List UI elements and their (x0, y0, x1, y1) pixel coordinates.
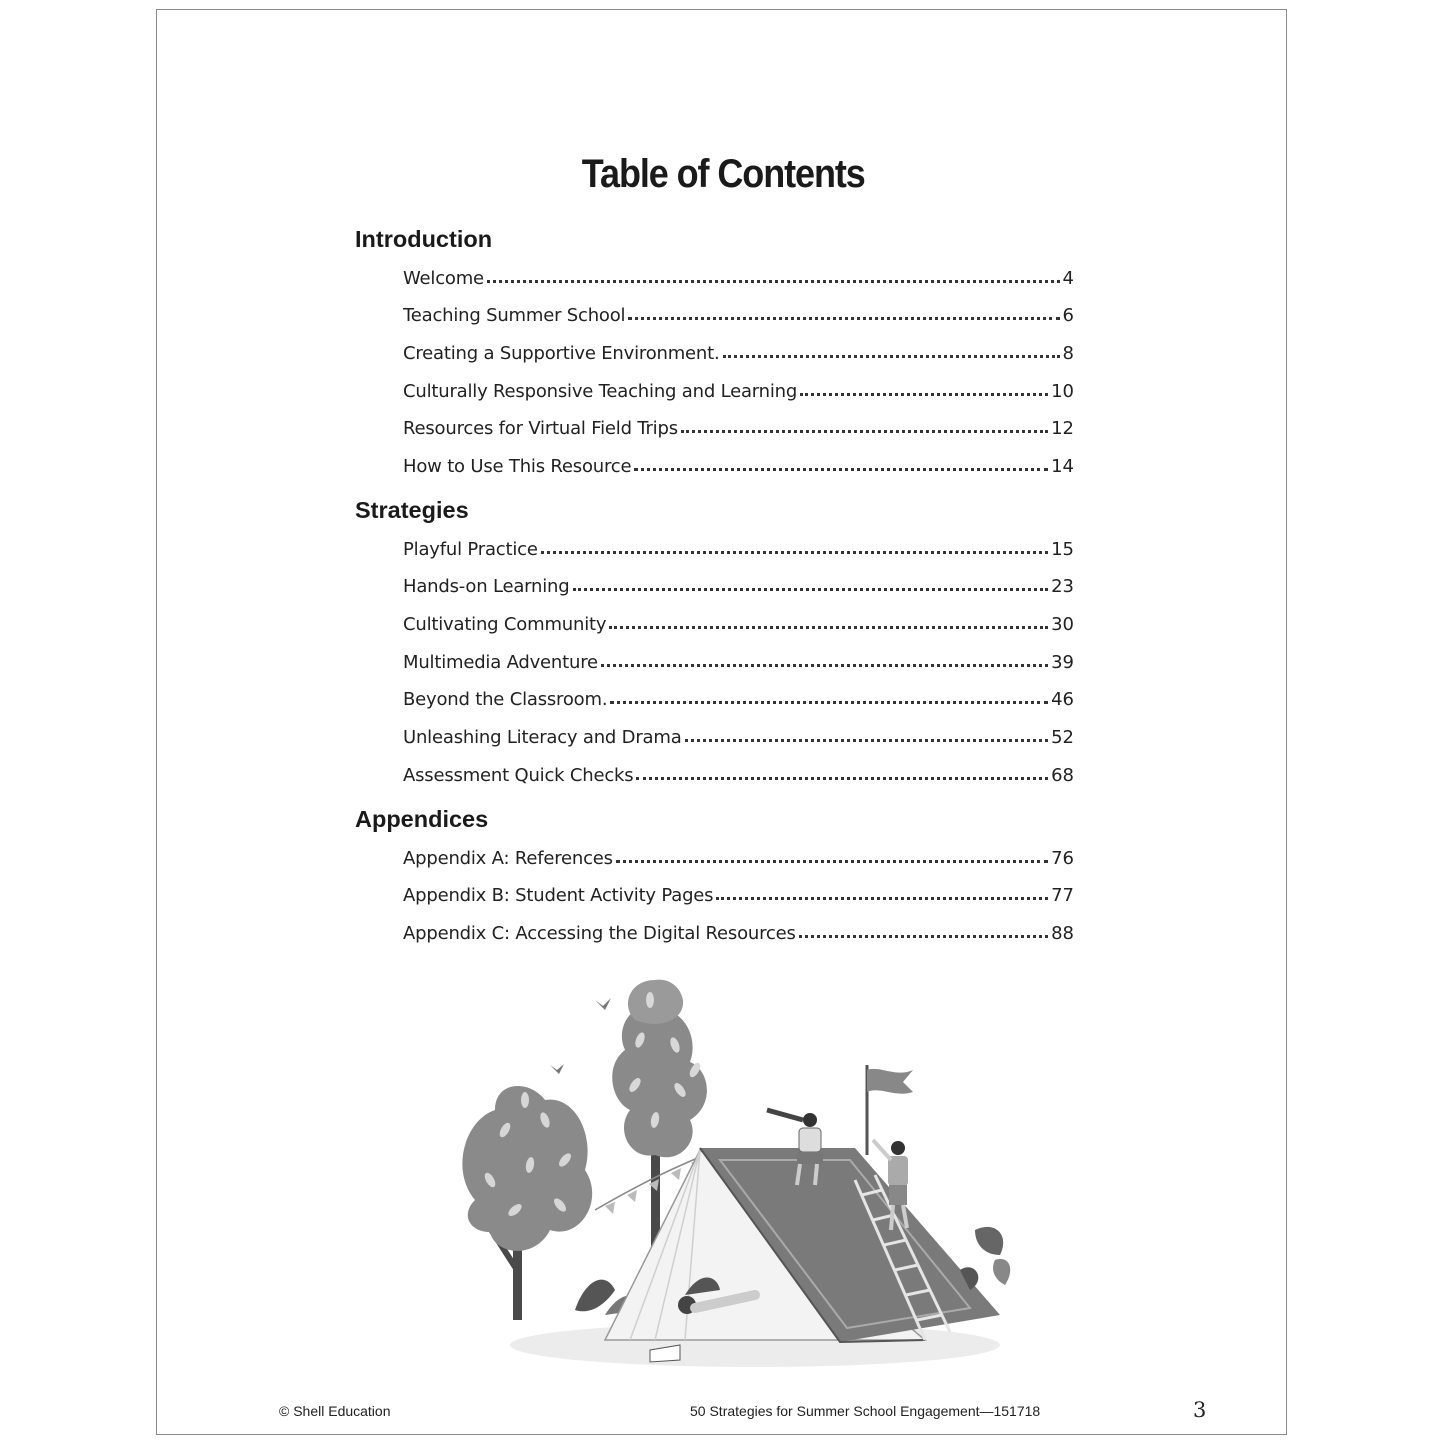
section-heading-appendices: Appendices (355, 806, 489, 832)
dot-leader (685, 725, 1049, 743)
footer-book-title: 50 Strategies for Summer School Engagement—151718 (690, 1403, 1041, 1419)
toc-entry-page: 14 (1051, 456, 1074, 477)
toc-entry[interactable] (403, 846, 1074, 874)
toc-entry-label: Hands-on Learning (403, 576, 570, 597)
toc-entry-page: 39 (1051, 652, 1074, 673)
toc-entry-label: Resources for Virtual Field Trips (403, 418, 678, 439)
dot-leader (636, 763, 1048, 781)
toc-entry-label: Appendix B: Student Activity Pages (403, 885, 714, 906)
dot-leader (610, 687, 1048, 705)
toc-entry[interactable] (403, 687, 1074, 715)
toc-entry-label: Appendix C: Accessing the Digital Resources (403, 923, 796, 944)
dot-leader (541, 537, 1048, 555)
dot-leader (628, 303, 1059, 321)
toc-entry-page: 30 (1051, 614, 1074, 635)
toc-entry[interactable] (403, 537, 1074, 565)
dot-leader (609, 612, 1048, 630)
toc-entry-page: 52 (1051, 727, 1074, 748)
toc-entry[interactable] (403, 725, 1074, 753)
toc-entry-page: 88 (1051, 923, 1074, 944)
toc-entry-page: 10 (1051, 381, 1074, 402)
toc-entry[interactable] (403, 454, 1074, 482)
toc-entry[interactable] (403, 574, 1074, 602)
toc-entry[interactable] (403, 303, 1074, 331)
dot-leader (573, 574, 1049, 592)
toc-entry-label: Playful Practice (403, 539, 538, 560)
toc-entry-page: 77 (1051, 885, 1074, 906)
page-number: 3 (1193, 1398, 1207, 1422)
toc-entry[interactable] (403, 650, 1074, 678)
toc-entry-page: 23 (1051, 576, 1074, 597)
camping-book-illustration (455, 970, 1025, 1380)
toc-entry[interactable] (403, 416, 1074, 444)
toc-entry-label: How to Use This Resource (403, 456, 632, 477)
toc-entry[interactable] (403, 341, 1074, 369)
toc-entry[interactable] (403, 883, 1074, 911)
dot-leader (800, 379, 1048, 397)
toc-entry[interactable] (403, 921, 1074, 949)
dot-leader (634, 454, 1048, 472)
dot-leader (799, 921, 1048, 939)
toc-entry-page: 15 (1051, 539, 1074, 560)
toc-entry-label: Beyond the Classroom. (403, 689, 608, 710)
toc-entry-page: 8 (1062, 343, 1074, 364)
toc-entry[interactable] (403, 379, 1074, 407)
toc-entry[interactable] (403, 266, 1074, 294)
toc-entry-label: Welcome (403, 268, 484, 289)
toc-entry-label: Multimedia Adventure (403, 652, 598, 673)
dot-leader (681, 416, 1048, 434)
dot-leader (716, 883, 1048, 901)
toc-entry-label: Creating a Supportive Environment. (403, 343, 720, 364)
toc-entry-page: 68 (1051, 765, 1074, 786)
footer-copyright: © Shell Education (279, 1403, 391, 1419)
toc-entry-page: 12 (1051, 418, 1074, 439)
toc-entry-label: Unleashing Literacy and Drama (403, 727, 682, 748)
toc-entry-label: Appendix A: References (403, 848, 613, 869)
toc-entry-page: 4 (1062, 268, 1074, 289)
plant-icon (960, 1227, 1010, 1290)
page-title: Table of Contents (581, 152, 865, 196)
section-heading-strategies: Strategies (355, 497, 469, 523)
toc-entry-page: 76 (1051, 848, 1074, 869)
toc-entry[interactable] (403, 763, 1074, 791)
dot-leader (487, 266, 1060, 284)
dot-leader (601, 650, 1048, 668)
dot-leader (616, 846, 1048, 864)
toc-entry-label: Teaching Summer School (403, 305, 626, 326)
toc-entry-page: 6 (1062, 305, 1074, 326)
toc-entry[interactable] (403, 612, 1074, 640)
section-heading-introduction: Introduction (355, 226, 493, 252)
toc-entry-label: Culturally Responsive Teaching and Learning (403, 381, 798, 402)
bird-icon (595, 998, 611, 1010)
bird-icon (550, 1064, 564, 1074)
toc-entry-label: Assessment Quick Checks (403, 765, 634, 786)
toc-entry-page: 46 (1051, 689, 1074, 710)
left-tree-icon (462, 1086, 592, 1320)
toc-entry-label: Cultivating Community (403, 614, 607, 635)
dot-leader (723, 341, 1060, 359)
